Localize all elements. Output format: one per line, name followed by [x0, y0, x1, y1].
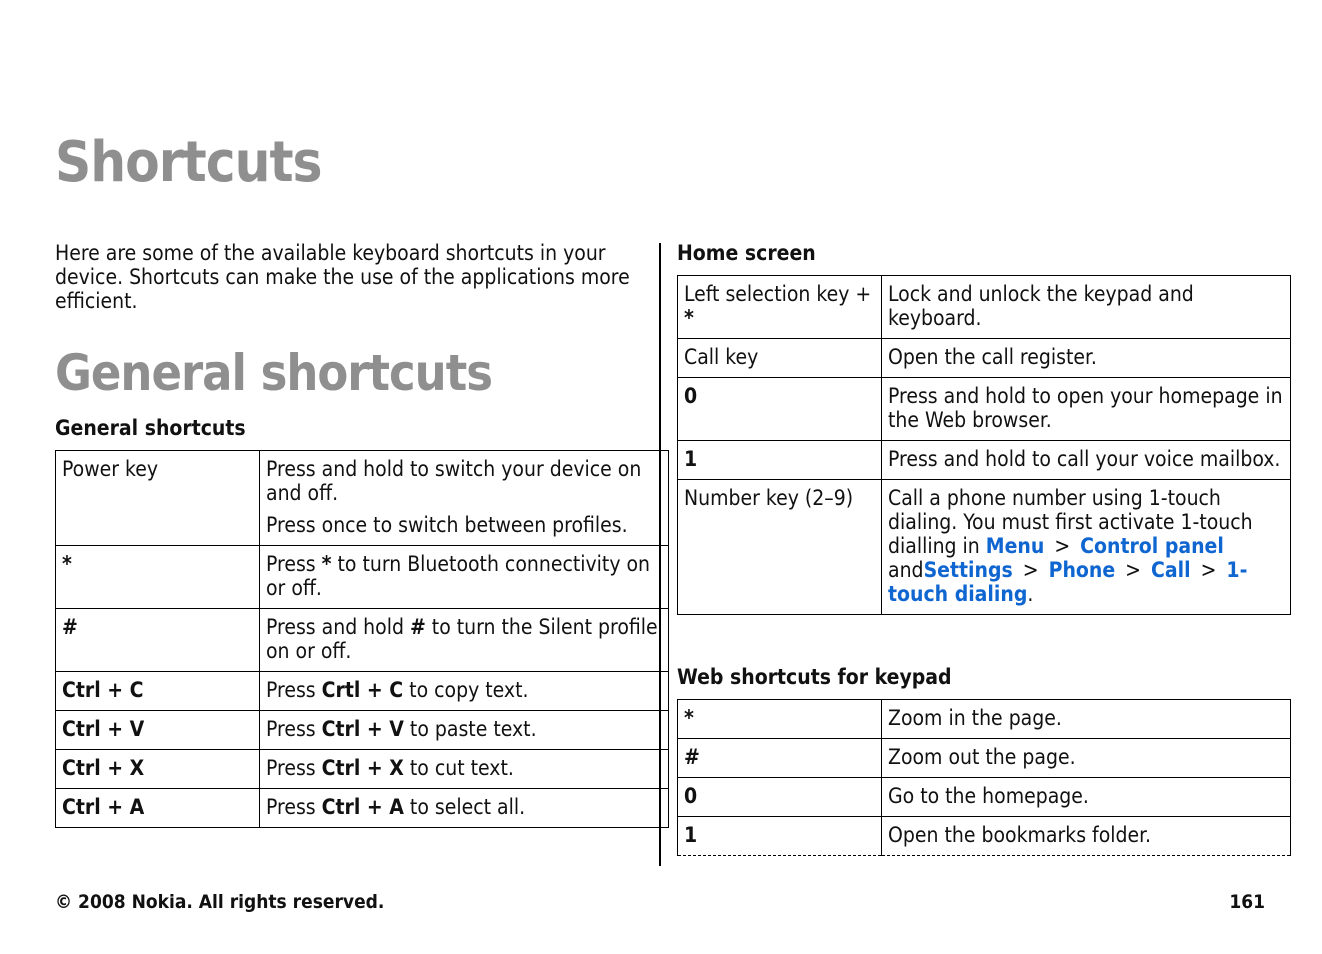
desc-text: Press and hold to switch your device on and off.	[266, 457, 642, 505]
settings-link[interactable]: Settings	[923, 558, 1013, 582]
desc-text: Press	[266, 756, 322, 780]
key-cell	[678, 339, 882, 378]
table-row	[56, 451, 669, 546]
table-row	[56, 750, 669, 789]
web-shortcuts-block	[677, 665, 1291, 856]
desc-cell	[260, 672, 669, 711]
path-separator: >	[1022, 558, 1039, 582]
desc-text: Open the call register.	[888, 345, 1097, 369]
desc-text: Press and hold	[266, 615, 410, 639]
general-shortcuts-caption: General shortcuts	[55, 416, 246, 440]
desc-bold: Ctrl + X	[321, 756, 404, 780]
desc-text: Press once to switch between profiles.	[266, 513, 628, 537]
web-shortcuts-table	[677, 699, 1291, 856]
key-text: #	[684, 745, 700, 769]
table-row	[678, 378, 1291, 441]
desc-text: Open the bookmarks folder.	[888, 823, 1151, 847]
touch-dialing-link[interactable]: 1-touch dialing	[888, 558, 1248, 606]
desc-text: to turn the Silent profile on or off.	[266, 615, 658, 663]
path-separator: >	[1200, 558, 1217, 582]
phone-link[interactable]: Phone	[1048, 558, 1116, 582]
desc-text: Zoom out the page.	[888, 745, 1076, 769]
path-separator: >	[1125, 558, 1142, 582]
desc-text: Press	[266, 678, 322, 702]
table-row	[56, 546, 669, 609]
desc-cell	[260, 711, 669, 750]
desc-cell	[882, 778, 1291, 817]
desc-cell	[882, 276, 1291, 339]
home-screen-table	[677, 275, 1291, 615]
table-row	[678, 739, 1291, 778]
desc-text: and	[888, 558, 924, 582]
key-text: Left selection key +	[684, 282, 872, 306]
desc-text: Lock and unlock the keypad and keyboard.	[888, 282, 1194, 330]
key-cell	[56, 451, 260, 546]
general-shortcuts-block	[55, 416, 669, 828]
key-cell	[56, 609, 260, 672]
desc-cell	[882, 339, 1291, 378]
key-cell	[56, 789, 260, 828]
key-cell	[678, 441, 882, 480]
desc-text: to cut text.	[403, 756, 514, 780]
desc-bold: Crtl + C	[321, 678, 404, 702]
desc-cell	[882, 739, 1291, 778]
general-shortcuts-table	[55, 450, 669, 828]
desc-bold: Ctrl + A	[321, 795, 404, 819]
desc-text: Press	[266, 717, 322, 741]
table-row	[678, 480, 1291, 615]
web-shortcuts-caption: Web shortcuts for keypad	[677, 665, 952, 689]
table-row	[678, 276, 1291, 339]
key-text: Ctrl + A	[62, 795, 145, 819]
page-number: 161	[1229, 891, 1265, 913]
desc-text: Zoom in the page.	[888, 706, 1062, 730]
key-bold: *	[684, 306, 694, 330]
key-text: Power key	[62, 457, 159, 481]
desc-cell	[882, 817, 1291, 856]
table-row	[56, 609, 669, 672]
column-divider	[659, 243, 661, 866]
desc-cell	[882, 700, 1291, 739]
path-separator: >	[1054, 534, 1071, 558]
table-row	[56, 711, 669, 750]
key-text: Ctrl + X	[62, 756, 145, 780]
table-row	[56, 789, 669, 828]
key-cell	[678, 276, 882, 339]
page-title: Shortcuts	[55, 130, 322, 195]
key-cell	[56, 546, 260, 609]
key-cell	[678, 739, 882, 778]
table-row	[56, 672, 669, 711]
key-text: Ctrl + V	[62, 717, 145, 741]
key-cell	[56, 750, 260, 789]
table-row	[678, 441, 1291, 480]
key-text: Call key	[684, 345, 759, 369]
table-row	[678, 339, 1291, 378]
desc-text: .	[1027, 582, 1034, 606]
home-screen-block	[677, 241, 1291, 615]
desc-bold: #	[409, 615, 426, 639]
desc-bold: Ctrl + V	[321, 717, 404, 741]
key-cell	[678, 480, 882, 615]
desc-text: Press	[266, 795, 322, 819]
key-cell	[56, 672, 260, 711]
key-text: 1	[684, 447, 698, 471]
desc-cell	[260, 546, 669, 609]
key-cell	[678, 817, 882, 856]
desc-cell	[882, 480, 1291, 615]
key-text: 0	[684, 784, 698, 808]
section-title: General shortcuts	[55, 344, 492, 402]
copyright-footer: © 2008 Nokia. All rights reserved.	[55, 891, 385, 913]
key-cell	[678, 700, 882, 739]
key-cell	[56, 711, 260, 750]
key-cell	[678, 378, 882, 441]
key-text: *	[684, 706, 694, 730]
table-row	[678, 817, 1291, 856]
desc-text: to turn Bluetooth connectivity on or off.	[266, 552, 651, 600]
key-cell	[678, 778, 882, 817]
desc-text: to select all.	[403, 795, 526, 819]
desc-cell	[882, 378, 1291, 441]
desc-text: to copy text.	[403, 678, 529, 702]
desc-cell	[260, 789, 669, 828]
home-screen-caption: Home screen	[677, 241, 816, 265]
desc-bold: *	[321, 552, 332, 576]
desc-cell	[882, 441, 1291, 480]
table-row	[678, 778, 1291, 817]
key-text: Ctrl + C	[62, 678, 144, 702]
desc-text: Call a phone number using 1-touch dialing. You must first activate 1-touch dialling in	[888, 486, 1253, 558]
key-text: 1	[684, 823, 698, 847]
intro-paragraph: Here are some of the available keyboard shortcuts in your device. Shortcuts can make the use of the applications more efficient.	[55, 241, 630, 313]
desc-text: Go to the homepage.	[888, 784, 1089, 808]
key-text: #	[62, 615, 78, 639]
menu-link[interactable]: Menu	[985, 534, 1045, 558]
desc-text: Press and hold to call your voice mailbox.	[888, 447, 1281, 471]
key-text: Number key (2–9)	[684, 486, 854, 510]
key-text: *	[62, 552, 72, 576]
control-panel-link[interactable]: Control panel	[1080, 534, 1224, 558]
desc-cell	[260, 750, 669, 789]
desc-text: Press	[266, 552, 322, 576]
desc-cell	[260, 451, 669, 546]
call-link[interactable]: Call	[1151, 558, 1191, 582]
desc-text: Press and hold to open your homepage in the Web browser.	[888, 384, 1283, 432]
desc-cell	[260, 609, 669, 672]
desc-text: to paste text.	[403, 717, 537, 741]
key-text: 0	[684, 384, 698, 408]
table-row	[678, 700, 1291, 739]
